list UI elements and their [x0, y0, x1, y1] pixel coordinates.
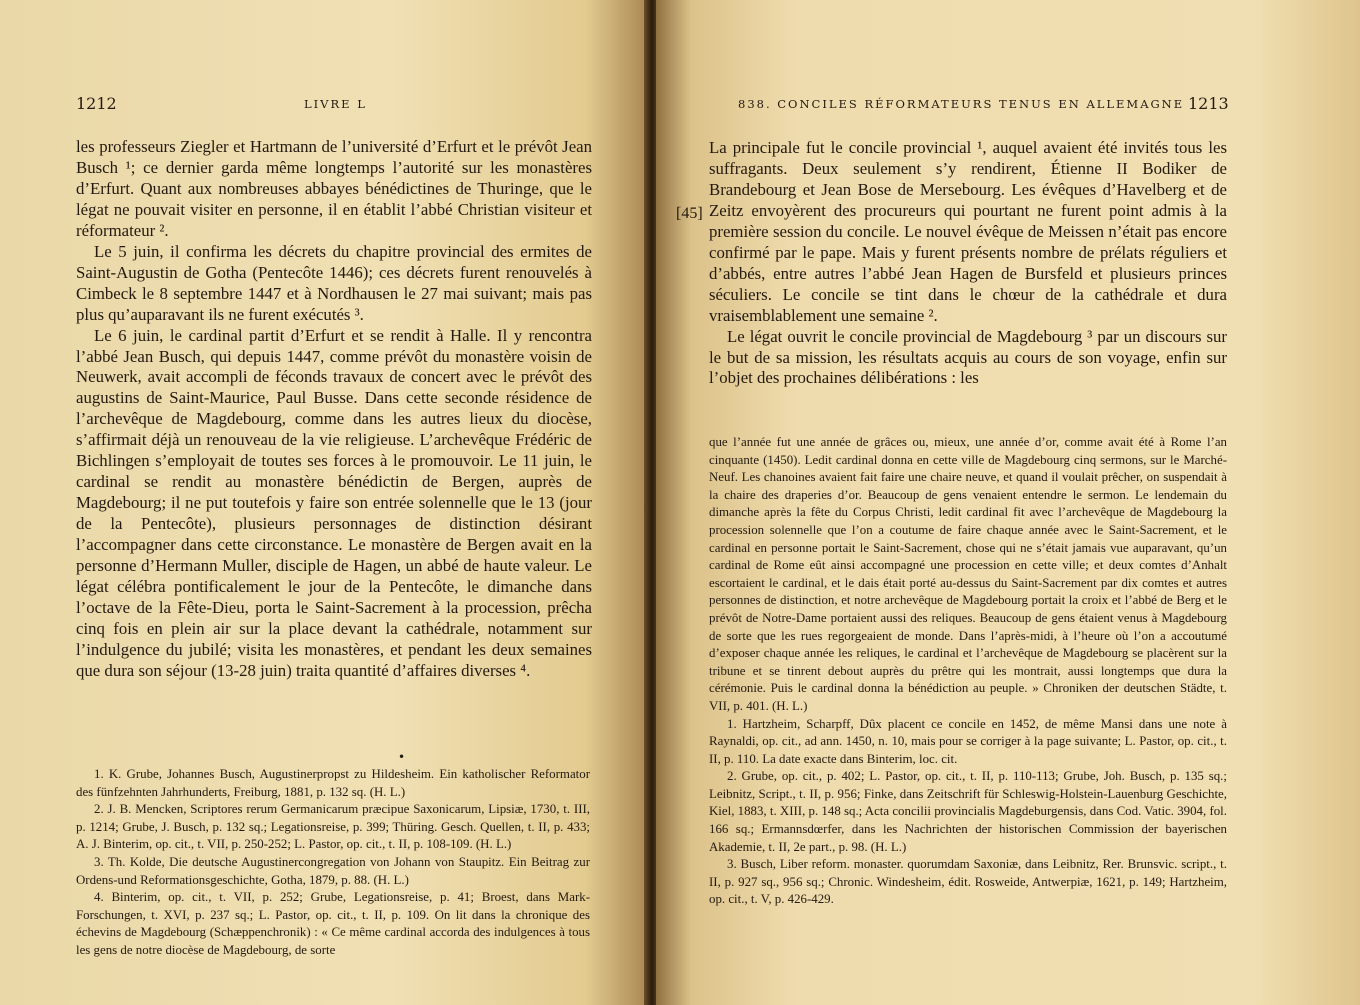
right-footnotes	[709, 434, 1227, 909]
right-paragraph: La principale fut le concile provincial ¹, auquel avaient été invités tous les suffragants. Deux seulement s’y rendirent, Étienne II Bodiker de Brandebourg et Jean Bose de Mersebourg. Les évêques d’Havelberg et de Zeitz envoyèrent des procureurs qui pourtant ne furent point admis à la première session du concile. Le nouvel évêque de Meissen n’était pas encore confirmé par le pape. Mais y furent présents nombre de prélats réguliers et d’abbés, entre autres l’abbé Jean Hagen de Bursfeld et plusieurs princes séculiers. Le concile se tint dans le chœur de la cathédrale et dura vraisemblablement une semaine ².	[709, 138, 1227, 325]
left-page-number: 1212	[76, 94, 117, 113]
left-paragraph: Le 5 juin, il confirma les décrets du chapitre provincial des ermites de Saint-Augustin de Gotha (Pentecôte 1446); ces décrets furent renouvelés à Cimbeck le 8 septembre 1447 et à Nordhausen le 27 mai suivant; mais pas plus qu’auparavant ils ne furent exécutés ³.	[76, 241, 592, 324]
footnote: 2. J. B. Mencken, Scriptores rerum Germanicarum præcipue Saxonicarum, Lipsiæ, 1730, t. III, p. 1214; Grube, J. Busch, p. 132 sq.; Legationsreise, p. 399; Thüring. Gesch. Quellen, t. II, p. 433; A. J. Binterim, op. cit., t. VII, p. 250-252; L. Pastor, op. cit., t. II, p. 108-109. (H. L.)	[76, 802, 590, 852]
left-body-text	[76, 137, 592, 682]
left-footnotes	[76, 766, 590, 960]
footnote: 1. K. Grube, Johannes Busch, Augustinerpropst zu Hildesheim. Ein katholischer Reformator des fünfzehnten Jahrhunderts, Freiburg, 1881, p. 132 sq. (H. L.)	[76, 767, 590, 799]
right-page-number: 1213	[1188, 94, 1229, 113]
right-body-text	[709, 138, 1227, 389]
right-running-head: 838. CONCILES RÉFORMATEURS TENUS EN ALLEMAGNE	[738, 97, 1185, 111]
left-page	[0, 0, 650, 1005]
footnote: 2. Grube, op. cit., p. 402; L. Pastor, op. cit., t. II, p. 110-113; Grube, Joh. Busch, p. 135 sq.; Leibnitz, Script., t. II, p. 956; Finke, dans Zeitschrift für Schleswig-Holstein-Lauenburg Geschichte, Kiel, 1883, t. XIII, p. 148 sq.; Acta concilii provincialis Magdeburgensis, dans Cod. Vatic. 3904, fol. 166 sq.; Ermannsdœrfer, dans les Nachrichten der historischen Commission der bayerischen Akademie, t. II, 2e part., p. 98. (H. L.)	[709, 769, 1227, 854]
right-paragraph: Le légat ouvrit le concile provincial de Magdebourg ³ par un discours sur le but de sa mission, les résultats acquis au cours de son voyage, enfin sur l’objet des prochaines délibérations : les	[709, 326, 1227, 388]
footnote: 1. Hartzheim, Scharpff, Dûx placent ce concile en 1452, de même Mansi dans une note à Raynaldi, op. cit., ad ann. 1450, n. 10, mais pour se corriger à la page suivante; L. Pastor, op. cit., t. II, p. 110. La date exacte dans Binterim, loc. cit.	[709, 716, 1227, 766]
footnote: 3. Busch, Liber reform. monaster. quorumdam Saxoniæ, dans Leibnitz, Rer. Brunsvic. script., t. II, p. 927 sq., 956 sq.; Chronic. Windesheim, édit. Rosweide, Antwerpiæ, 1621, p. 149; Hartzheim, op. cit., t. V, p. 426-429.	[709, 857, 1227, 907]
footnote: 3. Th. Kolde, Die deutsche Augustinercongregation von Johann von Staupitz. Ein Beitrag zur Ordens-und Reformationsgeschichte, Gotha, 1879, p. 88. (H. L.)	[76, 854, 590, 887]
left-paragraph: Le 6 juin, le cardinal partit d’Erfurt et se rendit à Halle. Il y rencontra l’abbé Jean Busch, qui depuis 1447, comme prévôt du monastère voisin de Neuwerk, avait accompli de féconds travaux de concert avec le prévôt des augustins de Saint-Maurice, Paul Busse. Dans cette seconde résidence de l’archevêque de Magdebourg, comme dans les autres lieux du diocèse, s’affirmait déjà un renouveau de la vie religieuse. L’archevêque Frédéric de Bichlingen s’employait de toutes ses forces à le promouvoir. Le 11 juin, le cardinal se rendit au monastère bénédictin de Bergen, auprès de Magdebourg; il ne put toutefois y faire son entrée solennelle que le 13 (jour de la Pentecôte), plusieurs personnages de distinction désirant l’accompagner dans cette circonstance. Le monastère de Bergen avait en la personne d’Hermann Muller, disciple de Hagen, un abbé de haute valeur. Le légat célébra pontificalement le jour de la Pentecôte, le dimanche dans l’octave de la Fête-Dieu, porta le Saint-Sacrement à la procession, prêcha cinq fois en plein air sur la place devant la cathédrale, notamment sur l’indulgence du jubilé; visita les monastères, et pendant les deux semaines que dura son séjour (13-28 juin) traita quantité d’affaires diverses ⁴.	[76, 325, 592, 680]
left-paragraph: les professeurs Ziegler et Hartmann de l’université d’Erfurt et le prévôt Jean Busch ¹; ce dernier garda même longtemps l’autorité sur les monastères d’Erfurt. Quant aux nombreuses abbayes bénédictines de Thuringe, que le légat ne pouvait visiter en personne, il en établit l’abbé Christian visiteur et réformateur ².	[76, 137, 592, 240]
right-page	[656, 0, 1360, 1005]
footnote: 4. Binterim, op. cit., t. VII, p. 252; Grube, Legationsreise, p. 41; Broest, dans Mark-Forschungen, t. XVI, p. 237 sq.; L. Pastor, op. cit., t. II, p. 109. On lit dans la chronique des échevins de Magdebourg (Schæppenchronik) : « Ce même cardinal accorda des indulgences à tous les gens de notre diocèse de Magdebourg, de sorte	[76, 890, 590, 957]
separator-dot: •	[398, 750, 406, 764]
margin-marker: [45]	[676, 205, 703, 222]
footnote-continuation: que l’année fut une année de grâces ou, mieux, une année d’or, comme avait été à Rome l’an cinquante (1450). Ledit cardinal donna en cette ville de Magdebourg cinq sermons, sur le Marché-Neuf. Les chanoines avaient fait faire une chaire neuve, et quand il voulait prêcher, on suspendait à la chaire des draperies d’or. Beaucoup de gens venaient entendre le sermon. Le lendemain du dimanche après la fête du Corpus Christi, ledit cardinal fit avec l’archevêque de Magdebourg la procession solennelle que l’on a coutume de faire chaque année avec le Saint-Sacrement, et le cardinal en personne portait le Saint-Sacrement, chose qui ne s’était jamais vue auparavant, qu’un cardinal de Rome eût ainsi accompagné une procession en cette ville; et deux comtes d’Anhalt escortaient le cardinal, et le dais était porté au-dessus du Saint-Sacrement par dix comtes et autres personnes de distinction, et notre archevêque de Magdebourg portait la croix et l’abbé de Berg et le prévôt de Notre-Dame portaient aussi des reliques. Beaucoup de gens étaient venus à Magdebourg de sorte que les rues regorgeaient de monde. Dans l’après-midi, à l’heure où l’on a accoutumé d’exposer chaque année les reliques, le cardinal et l’archevêque de Magdebourg se placèrent sur la tribune et se tinrent debout auprès du prêtre qui les montrait, aussi longtemps que dura la cérémonie. Puis le cardinal donna la bénédiction au peuple. » Chroniken der deutschen Städte, t. VII, p. 401. (H. L.)	[709, 435, 1227, 713]
left-running-head: LIVRE L	[304, 97, 367, 111]
